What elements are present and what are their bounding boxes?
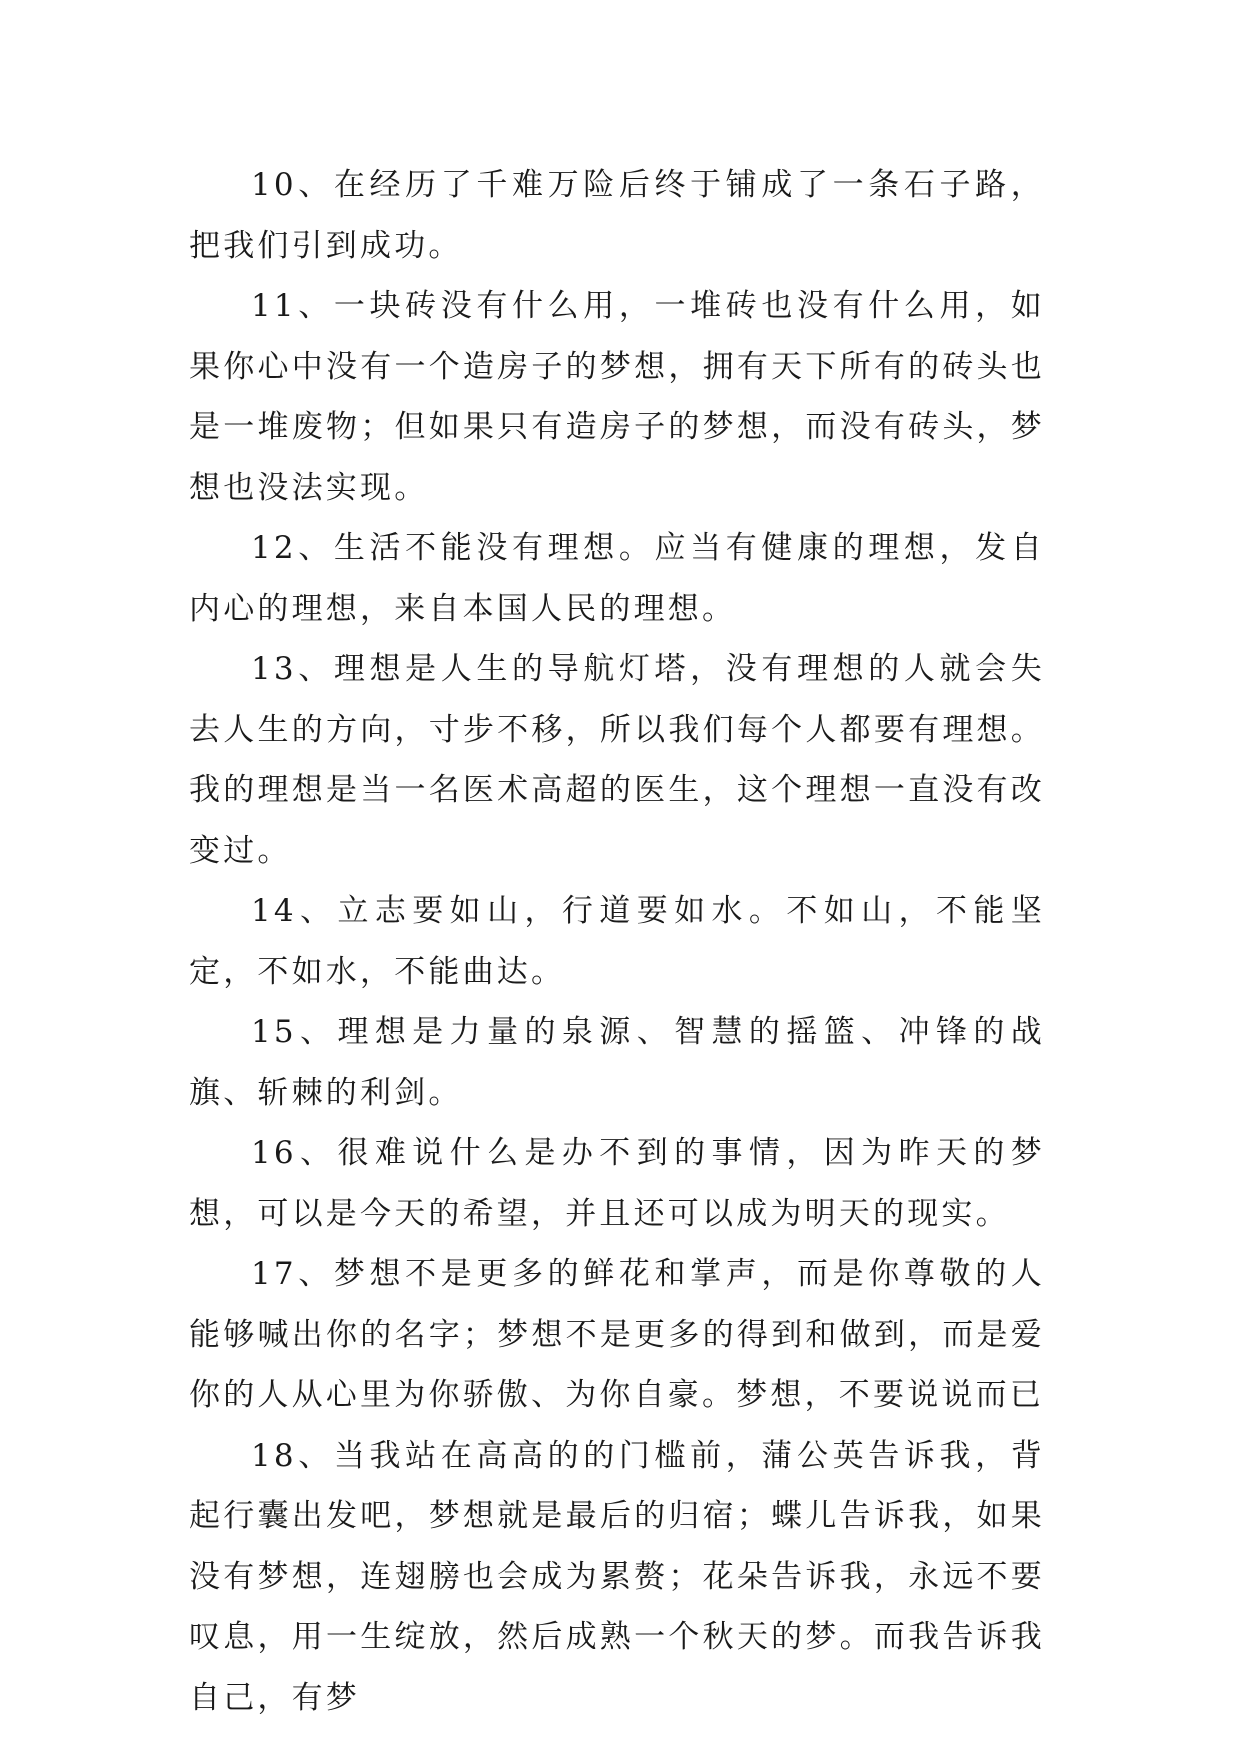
paragraph-17: 17、梦想不是更多的鲜花和掌声，而是你尊敬的人能够喊出你的名字；梦想不是更多的得到和做到，而是爱你的人从心里为你骄傲、为你自豪。梦想，不要说说而已 xyxy=(189,1256,1045,1413)
paragraph-16: 16、很难说什么是办不到的事情，因为昨天的梦想，可以是今天的希望，并且还可以成为明天的现实。 xyxy=(189,1135,1045,1232)
paragraph-12: 12、生活不能没有理想。应当有健康的理想，发自内心的理想，来自本国人民的理想。 xyxy=(189,530,1045,627)
paragraph-10: 10、在经历了千难万险后终于铺成了一条石子路，把我们引到成功。 xyxy=(189,167,1045,264)
paragraph-11: 11、一块砖没有什么用，一堆砖也没有什么用，如果你心中没有一个造房子的梦想，拥有天下所有的砖头也是一堆废物；但如果只有造房子的梦想，而没有砖头，梦想也没法实现。 xyxy=(189,288,1045,506)
paragraph-14: 14、立志要如山，行道要如水。不如山，不能坚定，不如水，不能曲达。 xyxy=(189,893,1045,990)
paragraph-15: 15、理想是力量的泉源、智慧的摇篮、冲锋的战旗、斩棘的利剑。 xyxy=(189,1014,1045,1111)
paragraph-18: 18、当我站在高高的的门槛前，蒲公英告诉我，背起行囊出发吧，梦想就是最后的归宿；蝶儿告诉我，如果没有梦想，连翅膀也会成为累赘；花朵告诉我，永远不要叹息，用一生绽放，然后成熟一个秋天的梦。而我告诉我自己，有梦 xyxy=(189,1437,1045,1716)
paragraph-13: 13、理想是人生的导航灯塔，没有理想的人就会失去人生的方向，寸步不移，所以我们每个人都要有理想。我的理想是当一名医术高超的医生，这个理想一直没有改变过。 xyxy=(189,651,1045,869)
document-body xyxy=(189,155,1045,1728)
